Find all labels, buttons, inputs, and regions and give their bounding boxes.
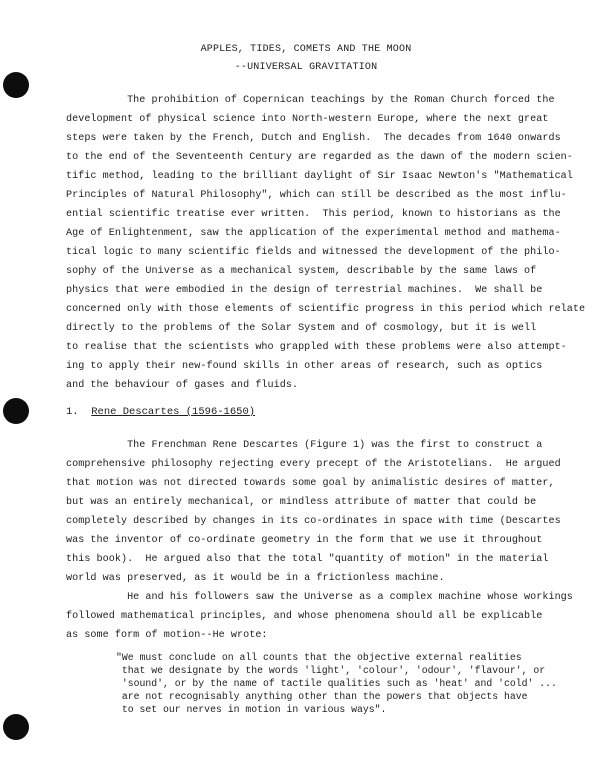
punch-hole-middle — [3, 398, 29, 424]
body-line: comprehensive philosophy rejecting every precept of the Aristotelians. He argued — [66, 459, 561, 470]
punch-hole-bottom — [3, 714, 29, 740]
body-line: as some form of motion--He wrote: — [66, 630, 268, 641]
body-line: He and his followers saw the Universe as a complex machine whose workings — [66, 592, 573, 603]
body-line: world was preserved, as it would be in a frictionless machine. — [66, 573, 445, 584]
intro-line: physics that were embodied in the design of terrestrial machines. We shall be — [66, 285, 543, 296]
body-line: was the inventor of co-ordinate geometry in the form that we use it throughout — [66, 535, 543, 546]
intro-line: steps were taken by the French, Dutch and English. The decades from 1640 onwards — [66, 133, 561, 144]
intro-line: directly to the problems of the Solar System and of cosmology, but it is well — [66, 323, 537, 334]
intro-line: sophy of the Universe as a mechanical system, describable by the same laws of — [66, 266, 537, 277]
intro-line: Age of Enlightenment, saw the application of the experimental method and mathema- — [66, 228, 561, 239]
body-line: followed mathematical principles, and whose phenomena should all be explicable — [66, 611, 543, 622]
quote-line: "We must conclude on all counts that the objective external realities — [116, 652, 522, 663]
intro-line: concerned only with those elements of scientific progress in this period which relate — [66, 304, 586, 315]
intro-line: to the end of the Seventeenth Century are regarded as the dawn of the modern scien- — [66, 152, 573, 163]
intro-line: tific method, leading to the brilliant daylight of Sir Isaac Newton's "Mathematical — [66, 171, 573, 182]
quote-line: that we designate by the words 'light', 'colour', 'odour', 'flavour', or — [116, 665, 546, 676]
intro-line: ential scientific treatise ever written. This period, known to historians as the — [66, 209, 561, 220]
body-line: this book). He argued also that the total "quantity of motion" in the material — [66, 554, 549, 565]
intro-line: ing to apply their new-found skills in other areas of research, such as optics — [66, 361, 543, 372]
intro-line: and the behaviour of gases and fluids. — [66, 380, 299, 391]
quote-line: 'sound', or by the name of tactile qualities such as 'heat' and 'cold' ... — [116, 678, 557, 689]
punch-hole-top — [3, 72, 29, 98]
body-line: The Frenchman Rene Descartes (Figure 1) was the first to construct a — [66, 440, 543, 451]
intro-line: to realise that the scientists who grappled with these problems were also attempt- — [66, 342, 567, 353]
body-line: but was an entirely mechanical, or mindless attribute of matter that could be — [66, 497, 537, 508]
section-title: Rene Descartes (1596-1650) — [91, 406, 256, 418]
title-line-2: --UNIVERSAL GRAVITATION — [234, 62, 378, 73]
intro-line: development of physical science into North-western Europe, where the next great — [66, 114, 549, 125]
quote-line: to set our nerves in motion in various ways". — [116, 704, 387, 715]
quote-line: are not recognisably anything other than the powers that objects have — [116, 691, 528, 702]
section-number: 1. — [66, 406, 79, 418]
body-line: that motion was not directed towards some goal by animalistic desires of matter, — [66, 478, 555, 489]
intro-line: The prohibition of Copernican teachings by the Roman Church forced the — [66, 95, 555, 106]
intro-line: Principles of Natural Philosophy", which can still be described as the most influ- — [66, 190, 567, 201]
title-line-1: APPLES, TIDES, COMETS AND THE MOON — [200, 44, 412, 55]
body-line: completely described by changes in its co-ordinates in space with time (Descartes — [66, 516, 561, 527]
section-heading — [66, 406, 255, 418]
intro-line: tical logic to many scientific fields and witnessed the development of the philo- — [66, 247, 561, 258]
